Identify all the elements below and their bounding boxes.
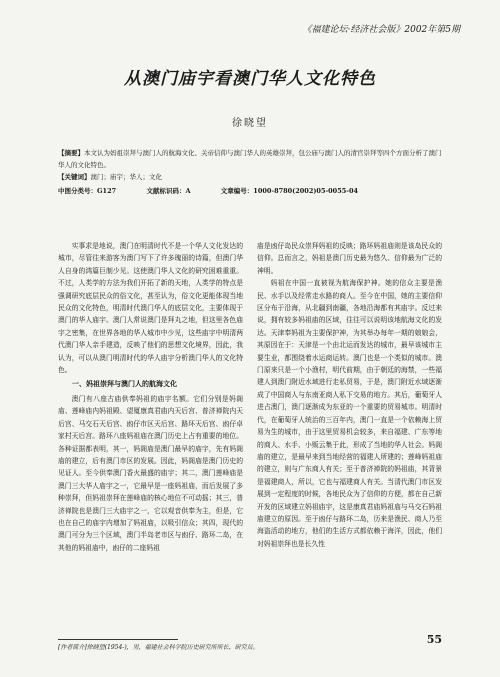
right-paragraph-2: 妈祖在中国一直被视为航海保护神。她的信众主要是渔民、水手以及经常走水路的商人。至今在中国，她的主要信仰区分布于沿海，从北疆到南疆，各地沿海都有其庙宇。反过来说，拥有较多妈祖庙的区域，往往可以说明该地航海文化的发达。天津奉妈祖为主要保护神，为其举办每年一期的娘娘会，其原因在于：天津是一个由北运而发达的城市，最早该城市主要生业，都围绕着水运商运转。澳门也是一个类似的城市。澳门原来只是一个小渔村，明代前期，由于朝廷的海禁，一些福建人到澳门附近水域进行走私贸易，于是，澳门附近水域逐渐成了中国商人与东南亚商人私下交易的地方。其后，葡萄牙人进占澳门，澳门逐渐成为东亚的一个重要的贸易城市。明清时代，在葡萄牙人统治的三百年内，澳门一直是一个依赖海上贸易为生的城市，由于这里贸易机会较多，来自福建、广东等地的商人、水手、小贩云集于此，形成了当地的华人社会。妈阁庙的建立，是最早来到当地经营的福建人所建的；莲峰妈祖庙的建立，则与广东商人有关；至于普济禅院的妈祖庙，其背景是福建商人，所以，它也与福建商人有关。当清代澳门市区发展到一定程度的时候，各地民众为了信仰的方便，都在自己新开发的区域建立妈祖庙宇，这是康真君庙妈祖庙与马交石妈祖庙建立的原因。至于凼仔与路环二岛，历来是渔民、商人乃至海盗活动的地方，他们的生活方式都依赖于海洋，因此，他们对妈祖崇拜也是长久性 — [257, 279, 442, 548]
article-number: 文章编号：1000-8780(2002)05-0055-04 — [220, 187, 358, 195]
article-meta — [58, 147, 442, 197]
keywords-label: 【关键词】 — [58, 173, 91, 181]
body-columns — [58, 240, 442, 554]
classification-row — [58, 185, 358, 197]
abstract-label: 【摘要】 — [58, 149, 84, 157]
article-title: 从澳门庙宇看澳门华人文化特色 — [124, 69, 376, 89]
keywords — [58, 171, 442, 183]
abstract — [58, 147, 442, 171]
clc-number: 中图分类号：G127 — [58, 187, 117, 195]
footnote-divider — [58, 639, 178, 640]
document-code: 文献标识码：A — [146, 187, 191, 195]
keywords-text: 澳门；庙宇；华人；文化 — [90, 173, 162, 181]
author-footnote: [作者简介]徐晓望(1954-)，男，福建社会科学院历史研究所所长、研究员。 — [58, 644, 259, 651]
left-paragraph-2: 澳门有八座古庙供奉妈祖的庙宇名额。它们分别是妈阁庙、莲峰庙内妈祖殿、望厦康真君庙内天后宫、普济禅院内天后宫、马交石天后宫、凼仔市区天后宫、路环天后宫、凼仔卓家村天后宫。路环八座妈祖庙在澳门历史上占有重要的地位。各种证据都表明，其一，妈阁庙是澳门最早的庙宇，先有妈阁庙的建立，后有澳门市区的发展。因此，妈阁庙是澳门历史的见证人。至今供奉澳门香火最盛的庙宇；其二，澳门莲峰庙是澳门三大华人庙宇之一，它最早是一座妈祖庙，而后发展了多种崇拜，但妈祖崇拜在莲峰庙的核心地位不可动摇；其三，普济禅院也是澳门三大庙宇之一，它以观音供奉为主，但是，它也在自己的庙宇内增加了妈祖庙，以吸引信众；其四，现代的澳门可分为三个区域，澳门半岛老市区与凼仔、路环二岛，在其他的妈祖庙中，凼仔的二座妈祖 — [58, 394, 243, 552]
right-paragraph-1: 庙是凼仔岛民众崇拜妈祖的反映；路环妈祖庙则是该岛民众的信仰。总而言之，妈祖是澳门历史最为悠久、信仰最为广泛的神明。 — [257, 242, 442, 275]
abstract-text: 本文认为妈祖崇拜与澳门人的航海文化、关帝信仰与澳门华人的英雄崇拜，包公庙与澳门人的清官崇拜等四个方面分析了澳门华人的文化特色。 — [58, 149, 442, 169]
journal-header: 《福建论坛·经济社会版》2002年第5期 — [302, 25, 460, 35]
left-paragraph-1: 实事求是地说，澳门在明清时代不是一个华人文化发达的城市，尽管往来游客为澳门写下了许多瑰丽的诗篇，但澳门华人自身的鸿篇巨制少见。这使澳门华人文化的研究困难重重。不过，人类学的方法为我们开拓了新的天地，人类学的特点是强调研究底层民众的俗文化，甚至认为，俗文化更能体现当地民众的文化特色，明清时代澳门华人的底层文化，主要体现于澳门的华人庙宇。澳门人常说澳门是拜丸之地，但这里各色庙宇之密集，在世界各地的华人城市中少见，这些庙宇中明清两代澳门华人亲手建造，反映了他们的思想文化境界，因此，我认为，可以从澳门明清时代的华人庙宇分析澳门华人的文化特色。 — [58, 242, 243, 375]
left-column — [58, 240, 243, 554]
author-name: 徐晓望 — [232, 118, 268, 129]
page-number: 55 — [426, 633, 442, 646]
right-column — [257, 240, 442, 554]
section-heading-1: 一、妈祖崇拜与澳门人的航海文化 — [72, 379, 177, 389]
